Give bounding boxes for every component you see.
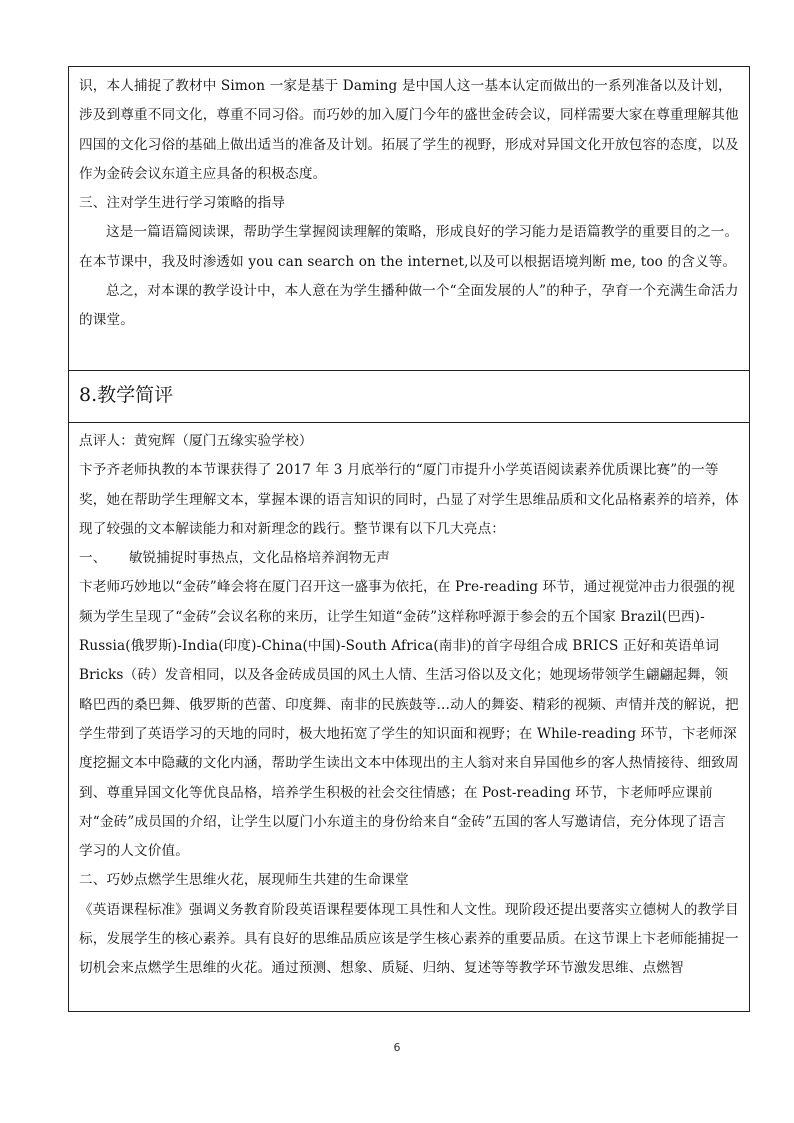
strategy-paragraph: 这是一篇语篇阅读课，帮助学生掌握阅读理解的策略，形成良好的学习能力是语篇教学的重要目的之一。在本节课中，我及时渗透如 you can search on the internet,以及可以根据语境判断 me, too 的含义等。 bbox=[79, 224, 739, 270]
design-rationale-section bbox=[69, 67, 749, 371]
highlight-two-heading: 二、巧妙点燃学生思维火花，展现师生共建的生命课堂 bbox=[79, 872, 409, 889]
highlight-two-paragraph: 《英语课程标准》强调义务教育阶段英语课程要体现工具性和人文性。现阶段还提出要落实立德树人的教学目标，发展学生的核心素养。具有良好的思维品质应该是学生核心素养的重要品质。在这节课上卞老师能捕捉一切机会来点燃学生思维的火花。通过预测、想象、质疑、归纳、复述等等教学环节激发思维、点燃智 bbox=[79, 901, 739, 977]
review-intro-paragraph: 卞予齐老师执教的本节课获得了 2017 年 3 月底举行的“厦门市提升小学英语阅读素养优质课比赛”的一等奖，她在帮助学生理解文本，掌握本课的语言知识的同时，凸显了对学生思维品质和文化品格素养的培养，体现了较强的文本解读能力和对新理念的践行。整节课有以下几大亮点： bbox=[79, 462, 739, 537]
highlight-one-paragraph: 卞老师巧妙地以“金砖”峰会将在厦门召开这一盛事为依托，在 Pre-reading 环节，通过视觉冲击力很强的视频为学生呈现了“金砖”会议名称的来历，让学生知道“金砖”这样称呼源于参会的五个国家 Brazil(巴西)-Russia(俄罗斯)-India(印度)-China(中国)-South Africa(南非)的首字母组合成 BRICS 正好和英语单词 Bricks（砖）发音相同，以及各金砖成员国的风土人情、生活习俗以及文化；她现场带领学生翩翩起舞，领略巴西的桑巴舞、俄罗斯的芭蕾、印度舞、南非的民族鼓等…动人的舞姿、精彩的视频、声情并茂的解说，把学生带到了英语学习的天地的同时，极大地拓宽了学生的知识面和视野；在 While-reading 环节，卞老师深度挖掘文本中隐藏的文化内涵，帮助学生读出文本中体现出的主人翁对来自异国他乡的客人热情接待、细致周到、尊重异国文化等优良品格，培养学生积极的社会交往情感；在 Post-reading 环节，卞老师呼应课前对“金砖”成员国的介绍，让学生以厦门小东道主的身份给来自“金砖”五国的客人写邀请信，充分体现了语言学习的人文价值。 bbox=[79, 579, 739, 860]
section-title: 8.教学简评 bbox=[79, 384, 174, 406]
reviewer-line: 点评人：黄宛辉（厦门五缘实验学校） bbox=[79, 433, 313, 449]
page-number: 6 bbox=[393, 1041, 401, 1054]
document-table bbox=[68, 66, 750, 1012]
strategy-heading: 三、注对学生进行学习策略的指导 bbox=[79, 195, 286, 212]
rationale-paragraph-culture: 识，本人捕捉了教材中 Simon 一家是基于 Daming 是中国人这一基本认定而做出的一系列准备以及计划，涉及到尊重不同文化，尊重不同习俗。而巧妙的加入厦门今年的盛世金砖会议，同样需要大家在尊重理解其他四国的文化习俗的基础上做出适当的准备及计划。拓展了学生的视野，形成对异国文化开放包容的态度，以及作为金砖会议东道主应具备的积极态度。 bbox=[79, 78, 739, 182]
review-body-section bbox=[69, 423, 749, 1011]
review-title-section bbox=[69, 371, 749, 423]
summary-paragraph: 总之，对本课的教学设计中，本人意在为学生播种做一个“全面发展的人”的种子，孕育一个充满生命活力的课堂。 bbox=[79, 283, 739, 329]
highlight-one-heading: 一、 敏锐捕捉时事热点，文化品格培养润物无声 bbox=[79, 550, 390, 567]
